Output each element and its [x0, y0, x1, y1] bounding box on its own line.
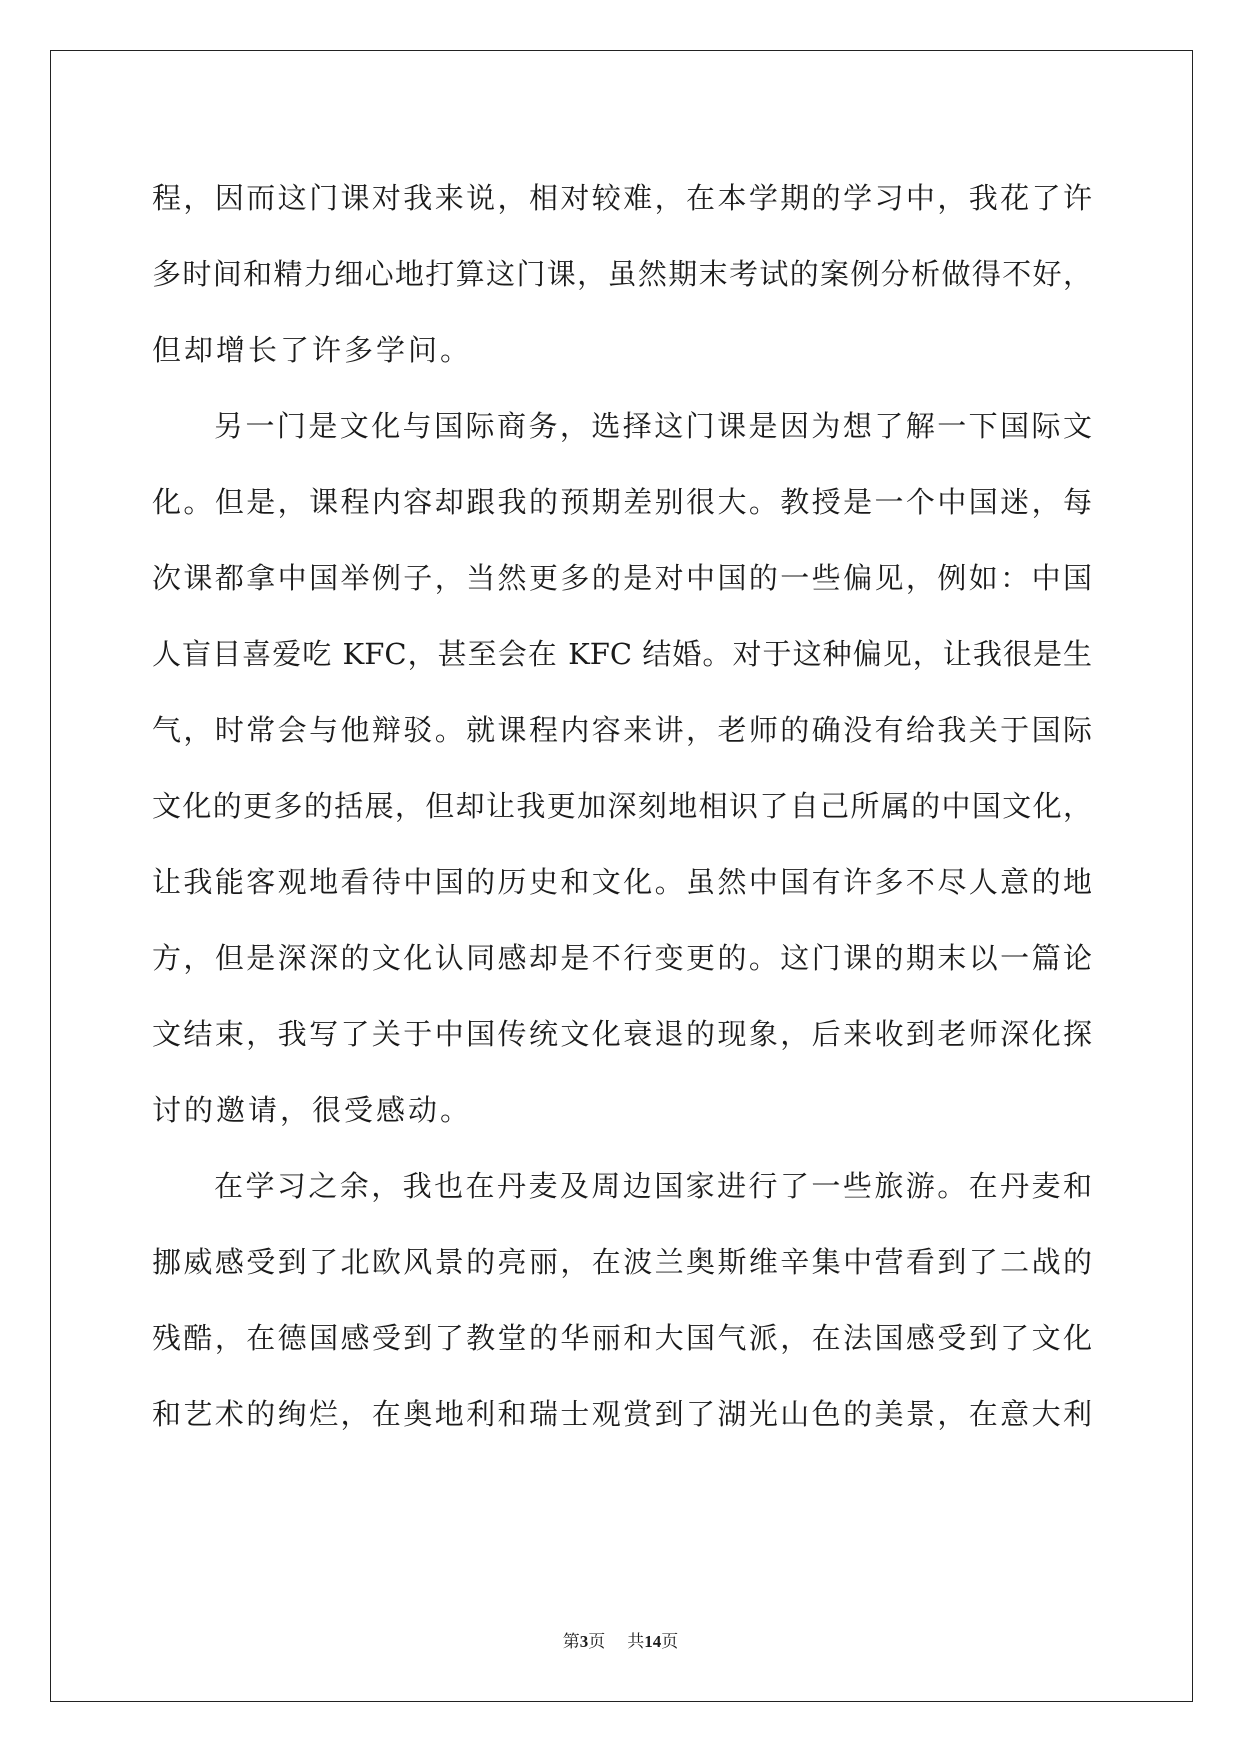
text-line: 文化的更多的括展，但却让我更加深刻地相识了自己所属的中国文化，: [152, 789, 1092, 823]
text-line: 和艺术的绚烂，在奥地利和瑞士观赏到了湖光山色的美景，在意大利: [152, 1397, 1092, 1431]
total-pages: 14: [644, 1632, 662, 1651]
page-prefix: 第: [562, 1632, 580, 1651]
text-line: 程，因而这门课对我来说，相对较难，在本学期的学习中，我花了许: [152, 181, 1092, 215]
page-footer: [0, 1630, 1241, 1654]
page-number: 3: [579, 1632, 589, 1651]
total-prefix: 共: [627, 1632, 645, 1651]
paragraph-first-line: 在学习之余，我也在丹麦及周边国家进行了一些旅游。在丹麦和: [214, 1169, 1092, 1203]
text-line: 文结束，我写了关于中国传统文化衰退的现象，后来收到老师深化探: [152, 1017, 1092, 1051]
text-line: 次课都拿中国举例子，当然更多的是对中国的一些偏见，例如：中国: [152, 561, 1092, 595]
total-suffix: 页: [661, 1632, 679, 1651]
text-line: 人盲目喜爱吃 KFC，甚至会在 KFC 结婚。对于这种偏见，让我很是生: [152, 637, 1092, 671]
text-line: 让我能客观地看待中国的历史和文化。虽然中国有许多不尽人意的地: [152, 865, 1092, 899]
text-line: 化。但是，课程内容却跟我的预期差别很大。教授是一个中国迷，每: [152, 485, 1092, 519]
text-line: 挪威感受到了北欧风景的亮丽，在波兰奥斯维辛集中营看到了二战的: [152, 1245, 1092, 1279]
text-line: 但却增长了许多学问。: [152, 333, 473, 367]
text-line: 气，时常会与他辩驳。就课程内容来讲，老师的确没有给我关于国际: [152, 713, 1092, 747]
text-line: 讨的邀请，很受感动。: [152, 1093, 473, 1127]
text-line: 多时间和精力细心地打算这门课，虽然期末考试的案例分析做得不好，: [152, 257, 1092, 291]
text-line: 残酷，在德国感受到了教堂的华丽和大国气派，在法国感受到了文化: [152, 1321, 1092, 1355]
text-line: 方，但是深深的文化认同感却是不行变更的。这门课的期末以一篇论: [152, 941, 1092, 975]
document-body: [152, 160, 1092, 1452]
page-suffix: 页: [588, 1632, 606, 1651]
paragraph-first-line: 另一门是文化与国际商务，选择这门课是因为想了解一下国际文: [214, 409, 1092, 443]
